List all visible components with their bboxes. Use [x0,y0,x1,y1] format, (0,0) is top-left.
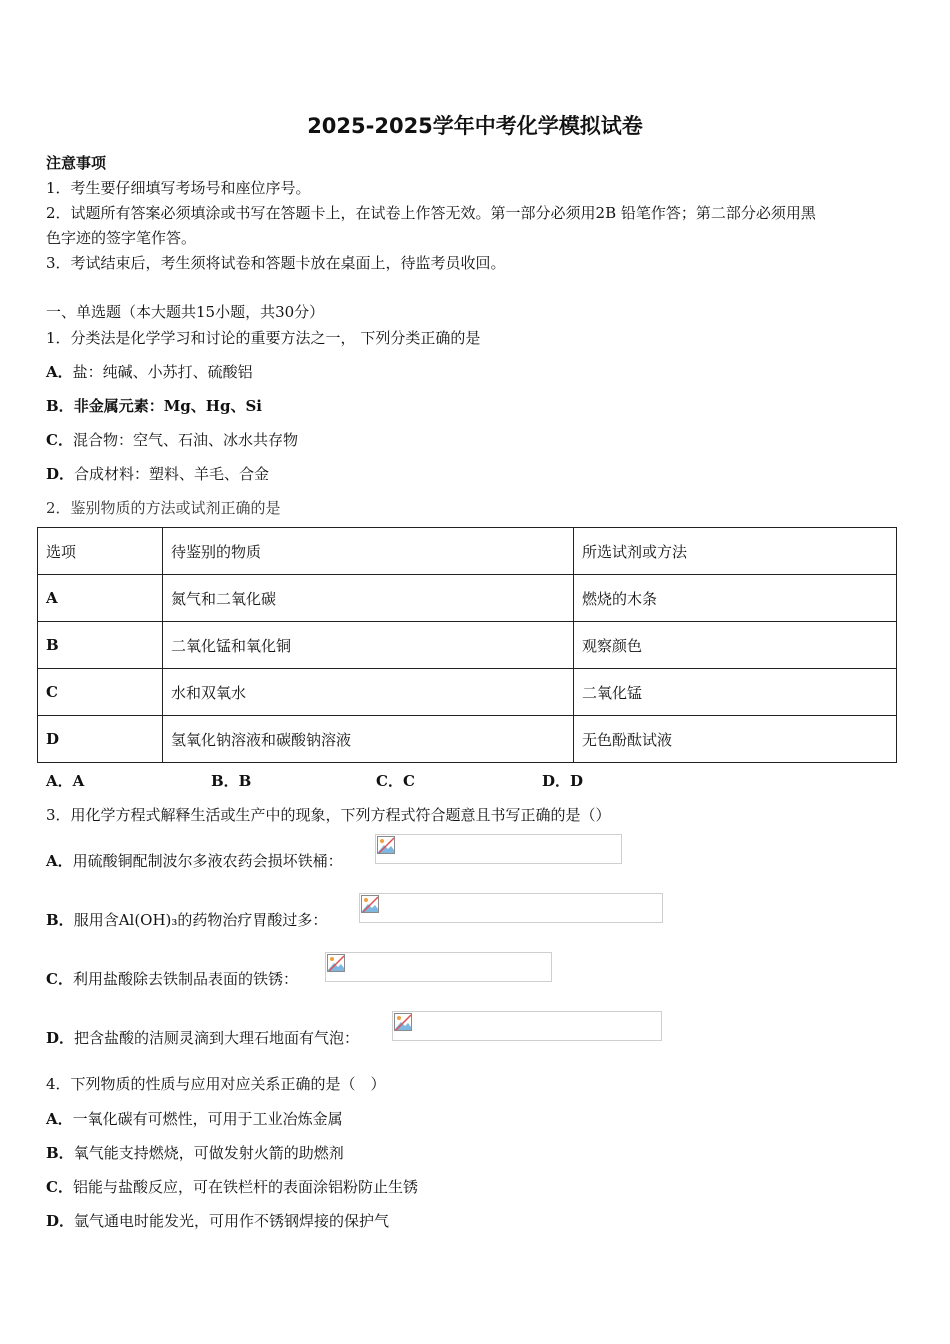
option-text: 利用盐酸除去铁制品表面的铁锈： [72,970,298,988]
equation-image-a [375,834,622,864]
q4-stem: 4．下列物质的性质与应用对应关系正确的是（ ） [46,1075,386,1093]
option-label: C． [46,431,73,449]
table-cell: 无色酚酞试液 [574,716,897,763]
q1-option-a [46,361,253,382]
option-label: D． [46,1029,75,1047]
broken-image-icon [394,1013,412,1031]
table-header-cell: 选项 [38,528,163,575]
table-cell: D [38,716,163,763]
table-row [38,575,897,622]
table-cell: 观察颜色 [574,622,897,669]
q2-answer-c: C．C [376,772,415,790]
option-text: 氧气能支持燃烧，可做发射火箭的助燃剂 [73,1144,344,1162]
option-label: C． [46,970,73,988]
table-row [38,669,897,716]
table-cell: B [38,622,163,669]
option-text: 一氧化碳有可燃性，可用于工业冶炼金属 [72,1110,343,1128]
option-label: B． [46,1144,74,1162]
equation-image-d [392,1011,662,1041]
q3-option-b [46,909,327,930]
option-text: 用硫酸铜配制波尔多液农药会损坏铁桶： [72,852,343,870]
q3-stem: 3．用化学方程式解释生活或生产中的现象，下列方程式符合题意且书写正确的是（） [46,806,611,824]
option-text: 合成材料：塑料、羊毛、合金 [74,465,270,483]
option-label: B． [46,911,74,929]
option-text: 铝能与盐酸反应，可在铁栏杆的表面涂铝粉防止生锈 [72,1178,418,1196]
notice-item-2-cont: 色字迹的签字笔作答。 [46,229,197,247]
table-cell: A [38,575,163,622]
q4-option-b [46,1142,344,1163]
table-row [38,716,897,763]
option-label: D． [46,1212,75,1230]
table-cell: 燃烧的木条 [574,575,897,622]
q4-option-c [46,1176,418,1197]
q3-option-d [46,1027,359,1048]
q1-option-c [46,429,298,450]
table-cell: 二氧化锰 [574,669,897,716]
q4-option-a [46,1108,343,1129]
broken-image-icon [327,954,345,972]
q2-answer-a: A．A [46,772,85,790]
page-title: 2025-2025学年中考化学模拟试卷 [307,114,643,138]
table-header-cell: 所选试剂或方法 [574,528,897,575]
table-cell: 水和双氧水 [163,669,574,716]
q2-answer-d: D．D [542,772,584,790]
option-label: D． [46,465,75,483]
notice-heading: 注意事项 [46,154,107,172]
equation-image-b [359,893,663,923]
table-cell: 氢氧化钠溶液和碳酸钠溶液 [163,716,574,763]
table-row [38,622,897,669]
option-label: A． [46,363,73,381]
broken-image-icon [361,895,379,913]
q2-answer-b: B．B [211,772,252,790]
option-text: 氩气通电时能发光，可用作不锈钢焊接的保护气 [74,1212,390,1230]
option-text: 把含盐酸的洁厕灵滴到大理石地面有气泡： [74,1029,360,1047]
q1-stem: 1．分类法是化学学习和讨论的重要方法之一， 下列分类正确的是 [46,329,481,347]
section-heading: 一、单选题（本大题共15小题，共30分） [46,303,325,321]
option-text: 服用含Al(OH)₃的药物治疗胃酸过多： [73,911,328,929]
option-label: B． [46,397,74,415]
option-label: A． [46,1110,73,1128]
q1-option-b [46,395,262,416]
table-cell: 氮气和二氧化碳 [163,575,574,622]
broken-image-icon [377,836,395,854]
q2-stem: 2．鉴别物质的方法或试剂正确的是 [46,499,281,517]
option-label: C． [46,1178,73,1196]
q2-table [37,527,897,763]
q3-option-a [46,850,343,871]
option-text: 混合物：空气、石油、冰水共存物 [72,431,298,449]
q3-option-c [46,968,298,989]
table-header-cell: 待鉴别的物质 [163,528,574,575]
notice-item-2: 2．试题所有答案必须填涂或书写在答题卡上，在试卷上作答无效。第一部分必须用2B 铅笔作答；第二部分必须用黑 [46,204,816,222]
option-text: 盐：纯碱、小苏打、硫酸铝 [72,363,253,381]
table-header-row [38,528,897,575]
option-label: A． [46,852,73,870]
q4-option-d [46,1210,389,1231]
q1-option-d [46,463,269,484]
table-cell: 二氧化锰和氧化铜 [163,622,574,669]
notice-item-3: 3．考试结束后，考生须将试卷和答题卡放在桌面上，待监考员收回。 [46,254,506,272]
equation-image-c [325,952,552,982]
option-text: 非金属元素：Mg、Hg、Si [73,397,262,415]
table-cell: C [38,669,163,716]
notice-item-1: 1．考生要仔细填写考场号和座位序号。 [46,179,311,197]
